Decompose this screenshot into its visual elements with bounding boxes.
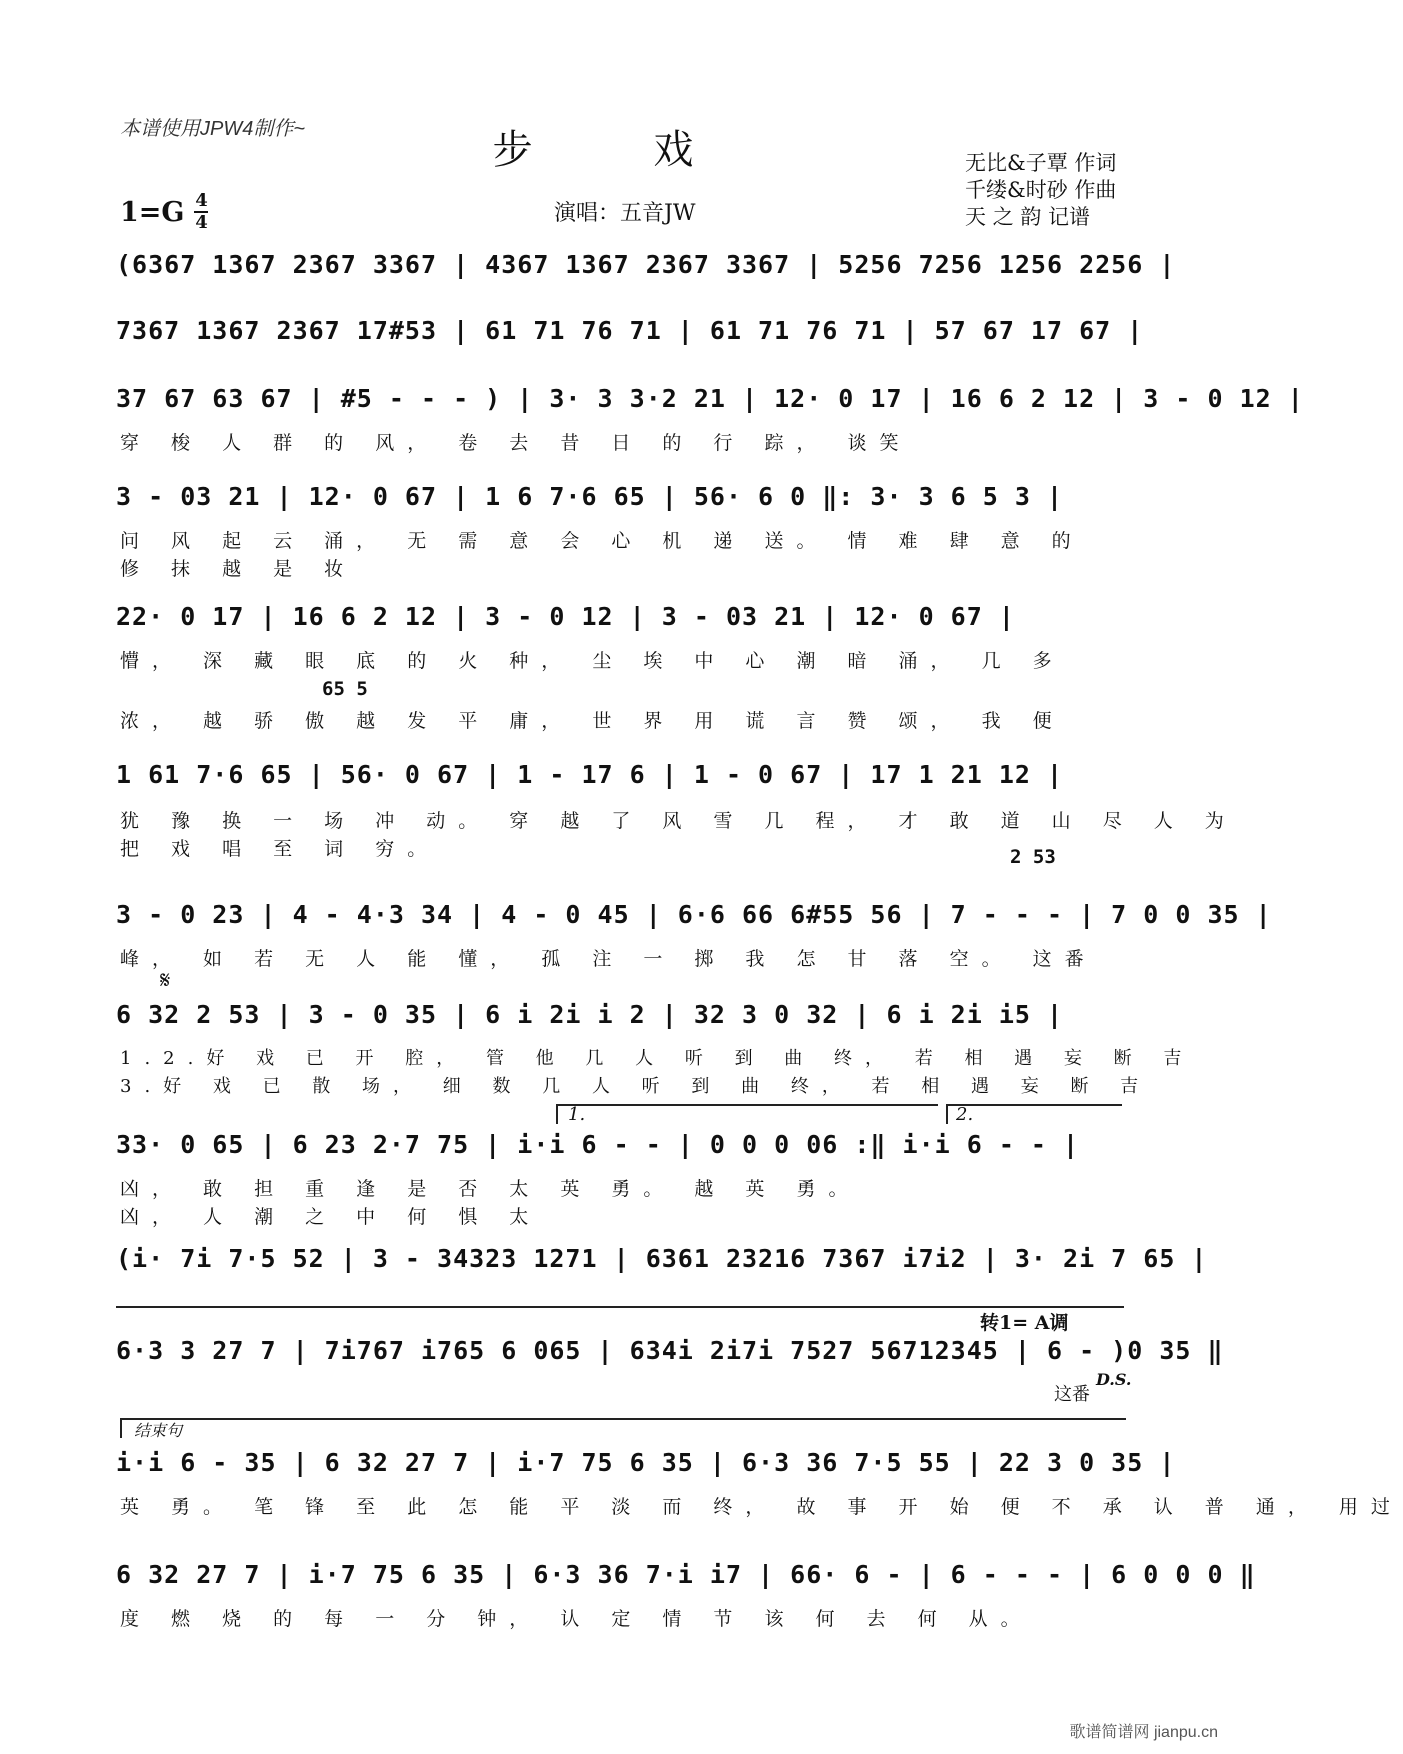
lyric-row-8b: 3.好 戏 已 散 场， 细 数 几 人 听 到 曲 终， 若 相 遇 妄 断 吉	[120, 1076, 1152, 1097]
small-notes-b: 2 53	[1010, 846, 1056, 868]
credits	[965, 150, 1116, 231]
credit-lyricist: 无比&子覃 作词	[965, 151, 1117, 175]
notation-row-4: 3 - 03 21 | 12· 0 67 | 1 6 7·6 65 | 56· 6 0 ‖: 3· 3 6 5 3 |	[116, 482, 1064, 511]
lyric-row-6a: 犹 豫 换 一 场 冲 动。 穿 越 了 风 雪 几 程， 才 敢 道 山 尽 人 为	[120, 810, 1237, 832]
modulation-mark: 转1= A调	[980, 1312, 1069, 1334]
notation-row-9: 33· 0 65 | 6 23 2·7 75 | i·i 6 - - | 0 0 0 06 :‖ i·i 6 - - |	[116, 1130, 1080, 1159]
notation-row-7: 3 - 0 23 | 4 - 4·3 34 | 4 - 0 45 | 6·6 66 6#55 56 | 7 - - - | 7 0 0 35 |	[116, 900, 1272, 929]
notation-row-10: (i· 7i 7·5 52 | 3 - 34323 1271 | 6361 23216 7367 i7i2 | 3· 2i 7 65 |	[116, 1244, 1208, 1273]
notation-row-5: 22· 0 17 | 16 6 2 12 | 3 - 0 12 | 3 - 03 21 | 12· 0 67 |	[116, 602, 1015, 631]
divider-line	[116, 1306, 1124, 1308]
song-title: 步 戏	[492, 127, 748, 173]
segno-mark: 𝄋	[160, 966, 171, 994]
key-label: 1=G	[120, 196, 185, 228]
ds-mark: D.S.	[1096, 1370, 1132, 1389]
volta-bracket-1	[556, 1104, 938, 1124]
lyric-row-13: 度 燃 烧 的 每 一 分 钟， 认 定 情 节 该 何 去 何 从。	[120, 1608, 1033, 1630]
notation-row-8: 6 32 2 53 | 3 - 0 35 | 6 i 2i i 2 | 32 3 0 32 | 6 i 2i i5 |	[116, 1000, 1064, 1029]
lyric-row-9b: 凶， 人 潮 之 中 何 惧 太	[120, 1206, 542, 1228]
credit-composer: 千缕&时砂 作曲	[965, 178, 1117, 202]
lyric-row-8a: 1.2.好 戏 已 开 腔， 管 他 几 人 听 到 曲 终， 若 相 遇 妄 断 吉	[120, 1048, 1195, 1069]
notation-row-11: 6·3 3 27 7 | 7i767 i765 6 065 | 634i 2i7i 7527 56712345 | 6 - )0 35 ‖	[116, 1336, 1224, 1365]
ds-lyric: 这番	[1054, 1384, 1090, 1405]
watermark: 歌谱简谱网 jianpu.cn	[1069, 1724, 1218, 1741]
source-note: 本谱使用JPW4制作~	[120, 118, 306, 140]
key-signature	[120, 192, 208, 232]
notation-row-3: 37 67 63 67 | #5 - - - ) | 3· 3 3·2 21 | 12· 0 17 | 16 6 2 12 | 3 - 0 12 |	[116, 384, 1304, 413]
lyric-row-3: 穿 梭 人 群 的 风， 卷 去 昔 日 的 行 踪， 谈笑	[120, 432, 912, 454]
volta-2-label: 2.	[956, 1104, 974, 1125]
ending-label: 结束句	[134, 1421, 183, 1440]
lyric-row-6b: 把 戏 唱 至 词 穷。	[120, 838, 440, 860]
lyric-row-5a: 懵， 深 藏 眼 底 的 火 种， 尘 埃 中 心 潮 暗 涌， 几 多	[120, 650, 1065, 672]
meter-bottom: 4	[195, 212, 208, 233]
lyric-row-9a: 凶， 敢 担 重 逢 是 否 太 英 勇。 越 英 勇。	[120, 1178, 861, 1200]
notation-row-2: 7367 1367 2367 17#53 | 61 71 76 71 | 61 71 76 71 | 57 67 17 67 |	[116, 316, 1144, 345]
singer: 演唱：五音JW	[554, 201, 696, 226]
credit-transcriber: 天 之 韵 记谱	[965, 205, 1091, 229]
notation-row-1: (6367 1367 2367 3367 | 4367 1367 2367 3367 | 5256 7256 1256 2256 |	[116, 250, 1176, 279]
ending-bracket	[120, 1418, 1126, 1438]
lyric-row-4a: 问 风 起 云 涌， 无 需 意 会 心 机 递 送。 情 难 肆 意 的	[120, 530, 1084, 552]
notation-row-13: 6 32 27 7 | i·7 75 6 35 | 6·3 36 7·i i7 | 66· 6 - | 6 - - - | 6 0 0 0 ‖	[116, 1560, 1256, 1589]
lyric-row-4b: 修 抹 越 是 妆	[120, 558, 357, 580]
notation-row-6: 1 61 7·6 65 | 56· 0 67 | 1 - 17 6 | 1 - 0 67 | 17 1 21 12 |	[116, 760, 1064, 789]
lyric-row-5b: 浓， 越 骄 傲 越 发 平 庸， 世 界 用 谎 言 赞 颂， 我 便	[120, 710, 1065, 732]
lyric-row-7: 峰， 如 若 无 人 能 懂， 孤 注 一 掷 我 怎 甘 落 空。 这番	[120, 948, 1097, 970]
lyric-row-12: 英 勇。 笔 锋 至 此 怎 能 平 淡 而 终， 故 事 开 始 便 不 承 认 普 通， 用过	[120, 1496, 1403, 1518]
notation-row-12: i·i 6 - 35 | 6 32 27 7 | i·7 75 6 35 | 6·3 36 7·5 55 | 22 3 0 35 |	[116, 1448, 1176, 1477]
time-signature	[194, 192, 208, 232]
volta-1-label: 1.	[568, 1104, 586, 1125]
small-notes-a: 65 5	[322, 678, 368, 700]
meter-top: 4	[195, 190, 208, 211]
